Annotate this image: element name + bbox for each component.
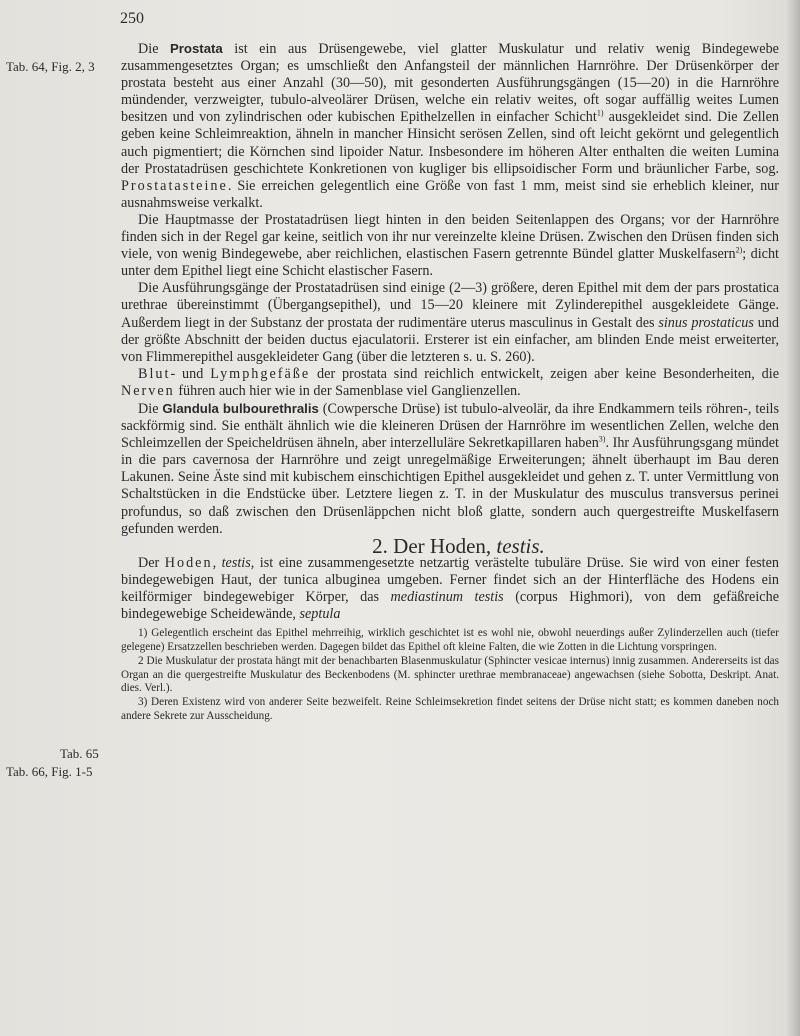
page-number: 250 <box>120 10 144 27</box>
margin-reference-tab65: Tab. 65 <box>60 746 99 761</box>
margin-reference-tab64: Tab. 64, Fig. 2, 3 <box>6 59 95 74</box>
body-text <box>121 40 779 724</box>
keyword-glandula-bulbourethralis: Glandula bulbourethralis <box>162 400 319 416</box>
paragraph-hauptmasse: Die Hauptmasse der Prostatadrüsen liegt hinten in den beiden Seitenlappen des Organs; vor der Harnröhre finden sich in der Regel gar keine, seitlich von ihr nur vereinzelte kleine Drüsen. Zwischen den Drüsen finden sich viele, von wenig Bindegewebe, aber reichlichen, elastischen Fasern getrennte Bündel glatter Muskelfasern$^{2)}$; dicht unter dem Epithel liegt eine Schicht elastischer Fasern. <box>121 211 780 280</box>
keyword-prostata: Prostata <box>169 41 223 56</box>
paragraph-ausfuehrungsgaenge: Die Ausführungsgänge der Prostatadrüsen sind einige (2—3) größere, deren Epithel mit dem der pars prostatica urethrae übereinstimmt (Übergangsepithel), und 15—20 kleinere mit Zylinderepithel ausgekleidete Gänge. Außerdem liegt in der Substanz der prostata der rudimentäre uterus masculinus in Gestalt des sinus prostaticus und der größte Abschnitt der beiden ductus ejaculatorii. Ersterer ist ein einfacher, am blinden Ende meist erweiterter, von Flimmerepithel ausgekleideter Gang (über die letzteren s. u. S. 260). <box>121 280 779 365</box>
page-edge-shadow <box>786 0 800 1036</box>
term-prostatasteine: Prostatasteine <box>121 177 228 194</box>
margin-reference-tab66: Tab. 66, Fig. 1-5 <box>6 764 93 779</box>
footnote-3: 3) Deren Existenz wird von anderer Seite bezweifelt. Reine Schleimsekretion findet seitens der Drüse nicht statt; es kommen daneben noch andere Sekrete zur Ausscheidung. <box>121 696 779 722</box>
footnote-ref-3: 3) <box>598 434 606 444</box>
paragraph-glandula-bulbourethralis: Die Glandula bulbourethralis (Cowpersche Drüse) ist tubulo-alveolär, da ihre Endkammern teils röhren-, teils sackförmig sind. Sie enthält ähnlich wie die kleineren Drüsen der Harnröhre im wesentlichen Zellen, welche den Schleimzellen der Speicheldrüsen ähneln, aber interzelluläre Sekretkapillaren haben$^{3)}$. Ihr Ausführungsgang mündet in die pars cavernosa der Harnröhre und zeigt unregelmäßige Erweiterungen; ähnelt überhaupt im Bau deren Lakunen. Seine Äste sind mit kubischem einschichtigen Epithel ausgekleidet und gehen z. T. unter Vermittlung von Schaltstücken in die Endstücke über. Letztere liegen z. T. in der Muskulatur des musculus transversus perinei profundus, so daß zwischen den Drüsenläppchen nicht bloß glatte, sondern auch quergestreifte Muskelfasern gefunden werden. <box>121 400 779 537</box>
term-sinus-prostaticus: sinus prostaticus <box>658 314 754 331</box>
paragraph-prostata: Die Prostata ist ein aus Drüsengewebe, viel glatter Muskulatur und relativ wenig Bindegewebe zusammengesetztes Organ; es umschließt den Anfangsteil der männlichen Harnröhre. Der Drüsenkörper der prostata besteht aus einer Anzahl (30—50), mit gesonderten Ausführungsgängen (15—20) in die Harnröhre mündender, verzweigter, tubulo-alveolärer Drüsen, welche ein relativ weites, oft sogar auffällig weites Lumen besitzen und von zylindrischen oder kubischen Epithelzellen in einfacher Schicht$^{1)}$ ausgekleidet sind. Die Zellen geben keine Schleimreaktion, ähneln in mancher Hinsicht serösen Zellen, sind oft leicht gekörnt und gelegentlich auch pigmentiert; die Körnchen sind lipoider Natur. Insbesondere im höheren Alter enthalten die weiten Lumina der Prostatadrüsen geschichtete Konkretionen von kugliger bis ellipsoidischer Form und bräunlicher Farbe, sog. Prostatasteine. Sie erreichen gelegentlich eine Größe von fast 1 mm, meist sind sie erheblich kleiner, nur ausnahmsweise verkalkt. <box>121 41 779 211</box>
paragraph-hoden: Der Hoden, testis, ist eine zusammengesetzte netzartig verästelte tubuläre Drüse. Sie wird von einer festen bindegewebigen Haut, der tunica albuginea umgeben. Ferner findet sich an der Hinterfläche des Hodens ein keilförmiger bindegewebiger Körper, das mediastinum testis (corpus Highmori), von dem gefäßreiche bindegewebige Scheidewände, septula <box>121 554 779 623</box>
footnotes <box>121 627 779 724</box>
footnote-1: 1) Gelegentlich erscheint das Epithel mehrreihig, wirklich geschichtet ist es wohl nie, obwohl neuerdings außer Zylinderzellen auch (tiefer gelegene) Ersatzzellen beschrieben werden. Dagegen bildet das Epithel oft kleine Falten, die wie Zotten in die Lichtung vorspringen. <box>121 627 779 653</box>
section-heading-hoden: 2. Der Hoden, testis. <box>372 533 545 558</box>
footnote-2: 2 Die Muskulatur der prostata hängt mit der benachbarten Blasenmuskulatur (Sphincter vesicae internus) innig zusammen. Andererseits ist das Organ an die quergestreifte Muskulatur des Beckenbodens (M. sphincter urethrae membranaceae) angewachsen (siehe Sobotta, Deskript. Anat. dies. Verl.). <box>121 654 779 695</box>
paragraph-gefaesse: Blut- und Lymphgefäße der prostata sind reichlich entwickelt, zeigen aber keine Besonderheiten, die Nerven führen auch hier wie in der Samenblase viel Ganglienzellen. <box>121 365 779 399</box>
footnote-ref-2: 2) <box>735 245 743 255</box>
footnote-ref-1: 1) <box>596 108 604 118</box>
